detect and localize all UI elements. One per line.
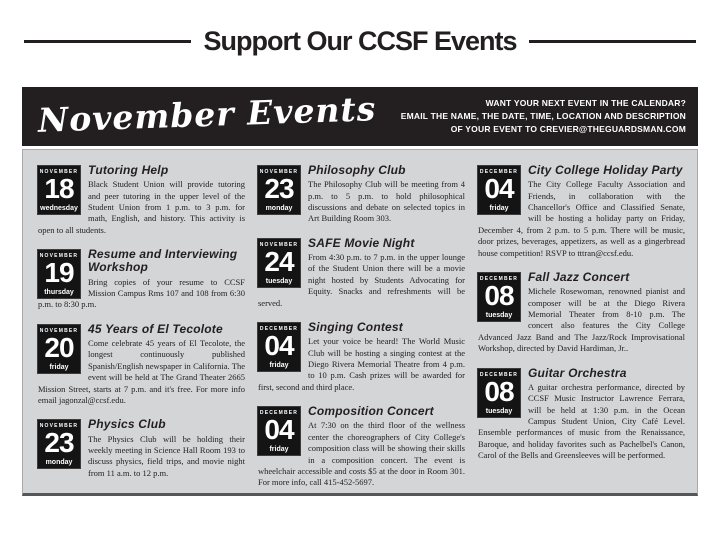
date-badge	[38, 325, 80, 373]
event-item	[38, 247, 245, 311]
event-item	[38, 417, 245, 479]
events-column	[478, 163, 685, 493]
event-description: The Philosophy Club will be meeting from 4 p.m. to 5 p.m. to hold philosophical discussions and debate on selected topics in Art Building Room 303.	[308, 179, 465, 224]
badge-weekday-label: friday	[489, 205, 509, 212]
event-item	[478, 270, 685, 355]
date-badge	[38, 166, 80, 214]
badge-month-label: NOVEMBER	[39, 327, 79, 334]
date-badge	[478, 166, 520, 214]
event-description: Bring copies of your resume to CCSF Mission Campus Rms 107 and 108 from 6:30 p.m. to 8:30 p.m.	[38, 276, 245, 310]
badge-month-label: NOVEMBER	[259, 241, 299, 248]
date-badge	[258, 239, 300, 287]
badge-weekday-label: friday	[269, 362, 289, 370]
badge-month-label: NOVEMBER	[39, 423, 79, 430]
badge-day-number: 18	[44, 173, 74, 204]
title-rule-left	[24, 40, 191, 43]
event-title: Philosophy Club	[308, 163, 406, 177]
event-description: Black Student Union will provide tutoring and peer tutoring in the upper level of the Student Union from 1 p.m. to 3 p.m. for math, English, and history. This activity is open to all students.	[38, 179, 245, 235]
badge-weekday-label: friday	[269, 446, 289, 454]
badge-day-number: 08	[484, 280, 514, 312]
badge-day-number: 20	[44, 331, 74, 363]
event-description: From 4:30 p.m. to 7 p.m. in the upper lounge of the Student Union there will be a movie night hosted by Students Advocating for Equity. Snacks and refreshments will be served.	[258, 252, 465, 308]
event-title: Singing Contest	[308, 320, 403, 335]
page-header	[24, 26, 696, 57]
event-title: Tutoring Help	[88, 163, 169, 177]
badge-day-number: 04	[264, 330, 294, 362]
badge-weekday-label: tuesday	[265, 277, 293, 285]
event-item	[258, 320, 465, 393]
title-rule-right	[529, 40, 696, 43]
event-title: Physics Club	[88, 417, 166, 432]
event-title: SAFE Movie Night	[308, 235, 415, 250]
badge-day-number: 04	[484, 173, 514, 204]
badge-day-number: 08	[484, 375, 514, 407]
month-banner	[22, 87, 698, 146]
badge-weekday-label: wednesday	[40, 205, 78, 212]
date-badge	[258, 407, 300, 455]
banner-cta-line-2: EMAIL THE NAME, THE DATE, TIME, LOCATION AND DESCRIPTION	[400, 111, 686, 122]
banner-script-title: November Events	[37, 89, 377, 140]
event-item	[478, 366, 685, 462]
page-title: Support Our CCSF Events	[203, 26, 517, 56]
badge-day-number: 23	[264, 173, 294, 204]
badge-day-number: 19	[44, 257, 74, 289]
date-badge	[38, 250, 80, 298]
badge-weekday-label: thursday	[44, 289, 74, 297]
date-badge	[258, 166, 300, 214]
event-description: Let your voice be heard! The World Music Club will be hosting a singing contest at the Diego Rivera Memorial Theatre from 4 p.m. to 10 p.m. Cash prizes will be awarded for first, second and third place.	[258, 336, 465, 392]
event-item	[258, 404, 465, 489]
event-item	[478, 163, 685, 259]
event-description: A guitar orchestra performance, directed by CCSF Music Instructor Lawrence Ferrara, will be held at 1:30 p.m. in the Ocean Campus Student Union, City Café Level. Ensemble performances of music from the Renaissance, Baroque, and holiday favorites such as Pachelbel's Canon, Carol of the Bells and Greensleeves will be performed.	[478, 381, 685, 461]
badge-month-label: DECEMBER	[479, 169, 519, 175]
date-badge	[258, 323, 300, 371]
badge-weekday-label: tuesday	[485, 407, 513, 415]
badge-weekday-label: monday	[265, 205, 293, 212]
badge-month-label: NOVEMBER	[39, 253, 79, 260]
event-item	[38, 322, 245, 407]
badge-weekday-label: tuesday	[485, 312, 513, 320]
badge-month-label: DECEMBER	[479, 276, 519, 283]
event-description: Come celebrate 45 years of El Tecolote, the longest continuously published Spanish/English newspaper in California. The event will be held at The Grand Theater 2665 Mission Street, starts at 7 p.m. and it's free. For more info email jagonzal@ccsf.edu.	[38, 338, 245, 406]
event-title: Guitar Orchestra	[528, 365, 627, 380]
date-badge	[478, 273, 520, 321]
event-title: Composition Concert	[308, 404, 434, 419]
event-item	[38, 163, 245, 236]
event-title: Fall Jazz Concert	[528, 270, 630, 285]
event-item	[258, 236, 465, 309]
badge-day-number: 23	[44, 427, 74, 459]
date-badge	[38, 420, 80, 468]
event-title: 45 Years of El Tecolote	[88, 321, 223, 336]
badge-month-label: DECEMBER	[259, 326, 299, 333]
badge-month-label: NOVEMBER	[259, 169, 299, 175]
events-column	[258, 163, 465, 493]
date-badge	[478, 369, 520, 417]
badge-month-label: DECEMBER	[479, 371, 519, 378]
badge-day-number: 24	[264, 245, 294, 277]
event-item	[258, 163, 465, 225]
badge-month-label: NOVEMBER	[39, 169, 79, 175]
events-column	[38, 163, 245, 493]
event-title: Resume and Interviewing Workshop	[88, 247, 238, 275]
badge-weekday-label: friday	[49, 363, 69, 371]
badge-day-number: 04	[264, 414, 294, 446]
event-title: City College Holiday Party	[528, 163, 683, 177]
event-description: The Physics Club will be holding their weekly meeting in Science Hall Room 193 to discuss physics, field trips, and movie night from 11 a.m. to 12 p.m.	[88, 433, 245, 478]
events-columns	[22, 149, 698, 496]
event-description: The City College Faculty Association and Friends, in collaboration with the Chancellor's Office and Classified Senate, will be hosting a holiday party on Friday, December 4, from 2 p.m. to 5 p.m. There will be music, door prizes, beverages, appetizers, as well as a gingerbread house competition! RSVP to tttran@ccsf.edu.	[478, 179, 685, 258]
banner-cta-line-3: OF YOUR EVENT TO CREVIER@THEGUARDSMAN.COM	[450, 123, 686, 134]
badge-month-label: DECEMBER	[259, 410, 299, 417]
event-description: At 7:30 on the third floor of the wellness center the choreographers of City College's composition class will be showing their skills in a composition concert. The event is wheelchair accessible and costs $5 at the door in Room 301. For more info, call 415-452-5697.	[258, 420, 465, 488]
banner-cta-text	[401, 97, 686, 135]
banner-cta-line-1: WANT YOUR NEXT EVENT IN THE CALENDAR?	[485, 98, 686, 109]
badge-weekday-label: monday	[45, 459, 73, 467]
event-description: Michele Rosewoman, renowned pianist and composer will be at the Diego Rivera Memorial Theater from 8-10 p.m. The concert also features the City College Advanced Jazz Band and The Jazz/Rock Improvisational Workshop, directed by David Hardiman, Jr..	[478, 286, 685, 354]
